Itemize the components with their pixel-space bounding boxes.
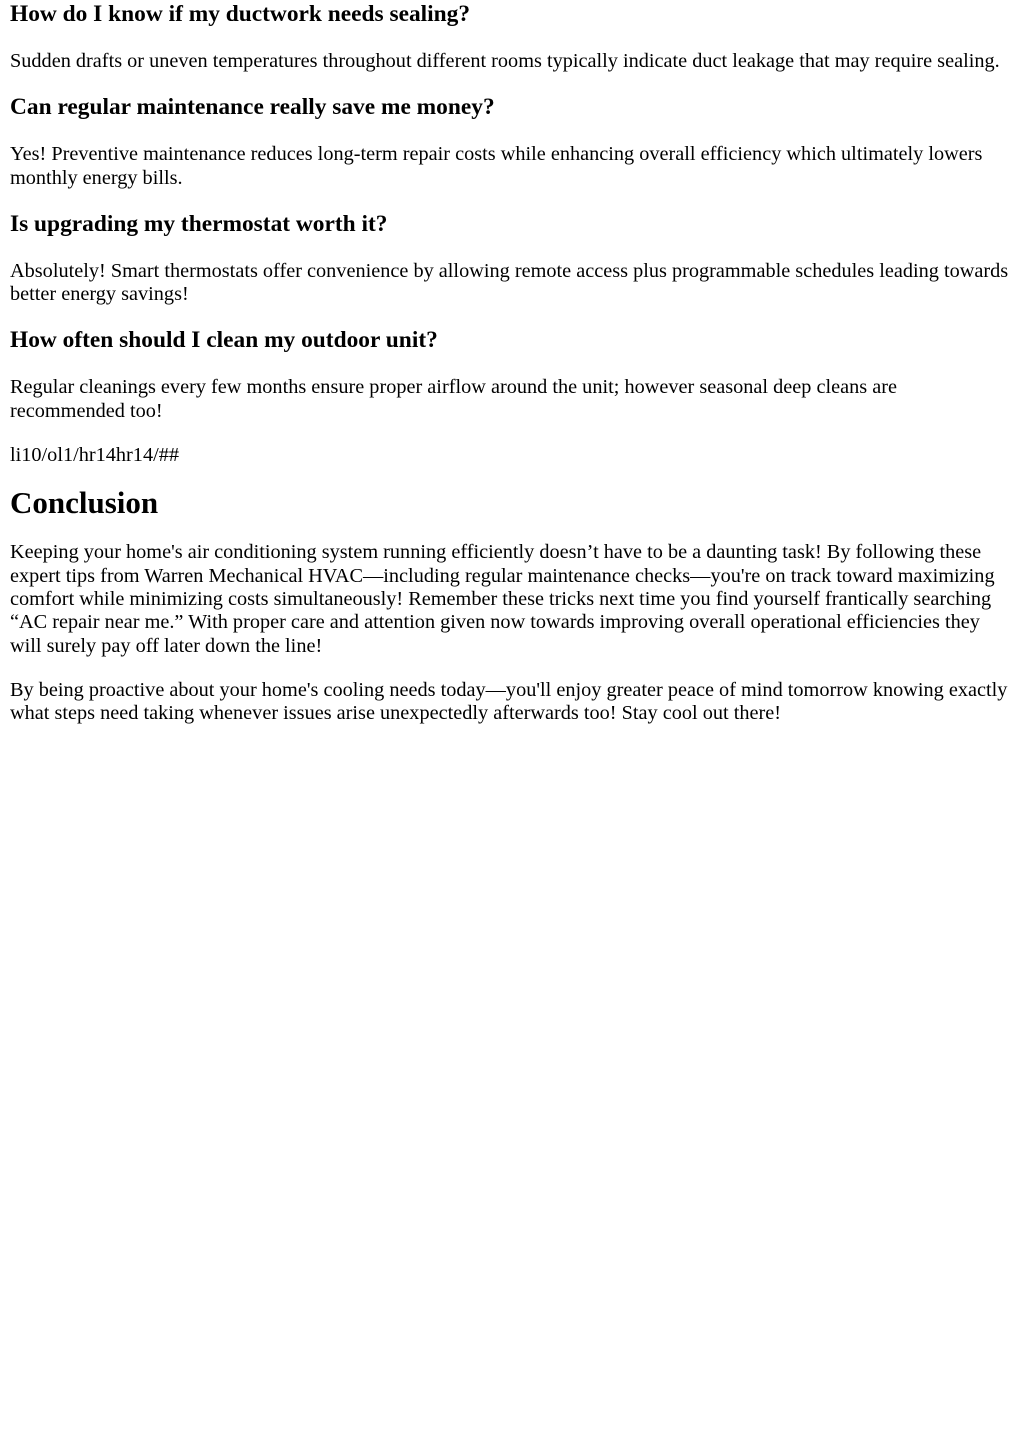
conclusion-paragraph: Keeping your home's air conditioning system running efficiently doesn’t have to be a daunting task! By following these expert tips from Warren Mechanical HVAC—including regular maintenance checks—you're on track toward maximizing comfort while minimizing costs simultaneously! Remember these tricks next time you find yourself frantically searching “AC repair near me.” With proper care and attention given now towards improving overall operational efficiencies they will surely pay off later down the line!: [10, 541, 995, 657]
conclusion-paragraph: By being proactive about your home's cooling needs today—you'll enjoy greater peace of mind tomorrow knowing exactly what steps need taking whenever issues arise unexpectedly afterwards too! Stay cool out there!: [10, 678, 1008, 725]
conclusion-heading: Conclusion: [10, 485, 159, 521]
faq-question: How do I know if my ductwork needs sealing?: [10, 1, 471, 27]
conclusion-section: [10, 485, 1014, 725]
faq-question: Can regular maintenance really save me money?: [10, 94, 495, 121]
faq-answer: Yes! Preventive maintenance reduces long-term repair costs while enhancing overall efficiency which ultimately lowers monthly energy bills.: [10, 143, 983, 189]
article-page: [0, 1, 1024, 725]
faq-answer: Absolutely! Smart thermostats offer convenience by allowing remote access plus programmable schedules leading towards better energy savings!: [10, 259, 1009, 306]
faq-question: Is upgrading my thermostat worth it?: [10, 210, 388, 237]
stray-marker-text: li10/ol1/hr14hr14/##: [10, 444, 180, 467]
faq-answer: Sudden drafts or uneven temperatures throughout different rooms typically indicate duct leakage that may require sealing.: [10, 50, 1000, 72]
faq-answer: Regular cleanings every few months ensure proper airflow around the unit; however seasonal deep cleans are recommended too!: [10, 376, 897, 422]
faq-section: [10, 1, 1014, 423]
faq-question: How often should I clean my outdoor unit?: [10, 327, 438, 354]
